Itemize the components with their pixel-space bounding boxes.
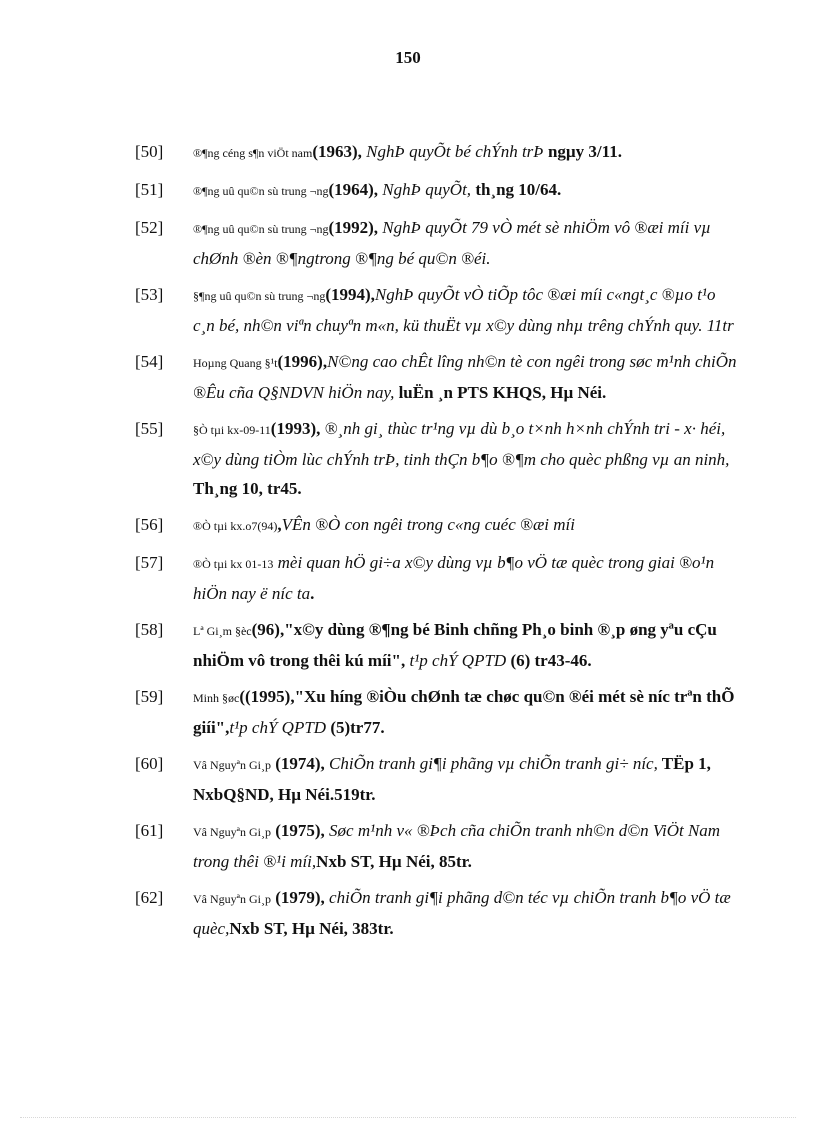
reference-meta: (96),"x©y dùng ®¶ng bé Binh chñng Ph¸o binh ®¸p øng yªu cÇu nhiÖm vô trong thêi kú míi", [193,620,717,670]
reference-number: [58] [135,620,164,639]
reference-meta: (1963), [312,142,367,161]
reference-tail: Nxb ST, Hµ Néi, 383tr. [229,919,394,938]
reference-item [135,347,740,407]
reference-item [135,749,740,809]
reference-title: chiÕn tranh gi¶i phãng d©n téc vµ chiÕn tranh b¶o vÖ tæ quèc, [193,888,731,938]
page-number: 150 [395,48,421,67]
reference-tail: luËn ¸n PTS KHQS, Hµ Néi. [394,383,607,402]
reference-meta: (1964), [328,180,383,199]
reference-author: Vâ Nguyªn Gi¸p [193,825,271,839]
reference-title: mèi quan hÖ gi÷a x©y dùng vµ b¶o vÖ tæ quèc trong giai ®o¹n hiÖn nay ë níc ta [193,553,715,603]
reference-number: [52] [135,218,164,237]
reference-tail: Nxb ST, Hµ Néi, 85tr. [316,852,472,871]
reference-tail: (6) tr43-46. [506,651,592,670]
reference-title: ®¸nh gi¸ thùc tr¹ng vµ dù b¸o t×nh h×nh chÝnh tri - x· héi, x©y dùng tiÒm lùc chÝnh trÞ, tinh thÇn b¶o ®¶m cho quèc phßng vµ an ninh, [193,419,730,469]
page-bottom-divider [20,1117,796,1118]
reference-tail: . [310,584,315,603]
reference-author: ®Ò tµi kx.o7(94) [193,519,278,533]
reference-title: NghÞ quyÕt 79 vÒ mét sè nhiÖm vô ®æi míi vµ chØnh ®èn ®¶ngtrong ®¶ng bé qu©n ®éi. [193,218,711,268]
reference-meta: (1975), [270,821,330,840]
reference-tail: th¸ng 10/64. [471,180,562,199]
reference-tail: Th¸ng 10, tr45. [193,479,302,498]
reference-item [135,213,740,273]
reference-meta: (1979), [270,888,330,907]
reference-meta: (1994), [325,285,375,304]
reference-number: [60] [135,754,164,773]
reference-item [135,175,740,206]
reference-number: [53] [135,285,164,304]
reference-author: Vâ Nguyªn Gi¸p [193,892,271,906]
reference-number: [50] [135,142,164,161]
reference-number: [51] [135,180,164,199]
reference-title: NghÞ quyÕt, [382,180,472,199]
reference-author: §Ò tµi kx-09-11 [193,423,271,437]
reference-meta: (1974), [270,754,330,773]
reference-author: Minh §øc [193,691,240,705]
reference-meta: ((1995),"Xu híng ®iÒu chØnh tæ chøc qu©n ®éi mét sè níc trªn thÕ giíi", [193,687,735,737]
reference-title: NghÞ quyÕt bé chÝnh trÞ [366,142,544,161]
reference-item [135,682,740,742]
reference-author: Hoµng Quang §¹t [193,356,278,370]
reference-number: [62] [135,888,164,907]
reference-item [135,816,740,876]
reference-item [135,548,740,608]
reference-tail: ngµy 3/11. [543,142,622,161]
reference-number: [54] [135,352,164,371]
reference-meta: , [277,515,282,534]
reference-author: ®¶ng uû qu©n sù trung ¬ng [193,222,329,236]
reference-title: N©ng cao chÊt lîng nh©n tè con ngêi trong søc m¹nh chiÕn ®Êu cña Q§NDVN hiÖn nay, [193,352,737,402]
reference-author: ®¶ng céng s¶n viÖt nam [193,146,313,160]
reference-item [135,414,740,503]
reference-item [135,510,740,541]
reference-item [135,615,740,675]
reference-tail: (5)tr77. [326,718,385,737]
reference-title: Søc m¹nh v« ®Þch cña chiÕn tranh nh©n d©n ViÖt Nam trong thêi ®¹i míi, [193,821,721,871]
reference-author: Vâ Nguyªn Gi¸p [193,758,271,772]
reference-number: [55] [135,419,164,438]
reference-meta: (1992), [328,218,383,237]
reference-author: §¶ng uû qu©n sù trung ¬ng [193,289,326,303]
reference-meta: (1993), [270,419,325,438]
reference-list [135,137,740,950]
reference-author: ®Ò tµi kx 01-13 [193,557,274,571]
reference-title: t¹p chÝ QPTD [409,651,507,670]
reference-number: [61] [135,821,164,840]
reference-number: [59] [135,687,164,706]
reference-item [135,137,740,168]
reference-title: ChiÕn tranh gi¶i phãng vµ chiÕn tranh gi÷ níc, [329,754,658,773]
reference-tail: TËp 1, NxbQ§ND, Hµ Néi.519tr. [193,754,711,804]
reference-title: t¹p chÝ QPTD [229,718,327,737]
reference-number: [57] [135,553,164,572]
reference-item [135,280,740,340]
reference-meta: (1996), [277,352,328,371]
reference-title: NghÞ quyÕt vÒ tiÕp tôc ®æi míi c«ngt¸c ®µo t¹o c¸n bé, nh©n viªn chuyªn m«n, kü thuËt vµ x©y dùng nhµ trêng chÝnh quy. 11tr [193,285,734,335]
reference-title: VÊn ®Ò con ngêi trong c«ng cuéc ®æi míi [281,515,575,534]
reference-author: ®¶ng uû qu©n sù trung ¬ng [193,184,329,198]
reference-number: [56] [135,515,164,534]
reference-item [135,883,740,943]
reference-author: Lª Gi¸m §èc [193,624,252,638]
